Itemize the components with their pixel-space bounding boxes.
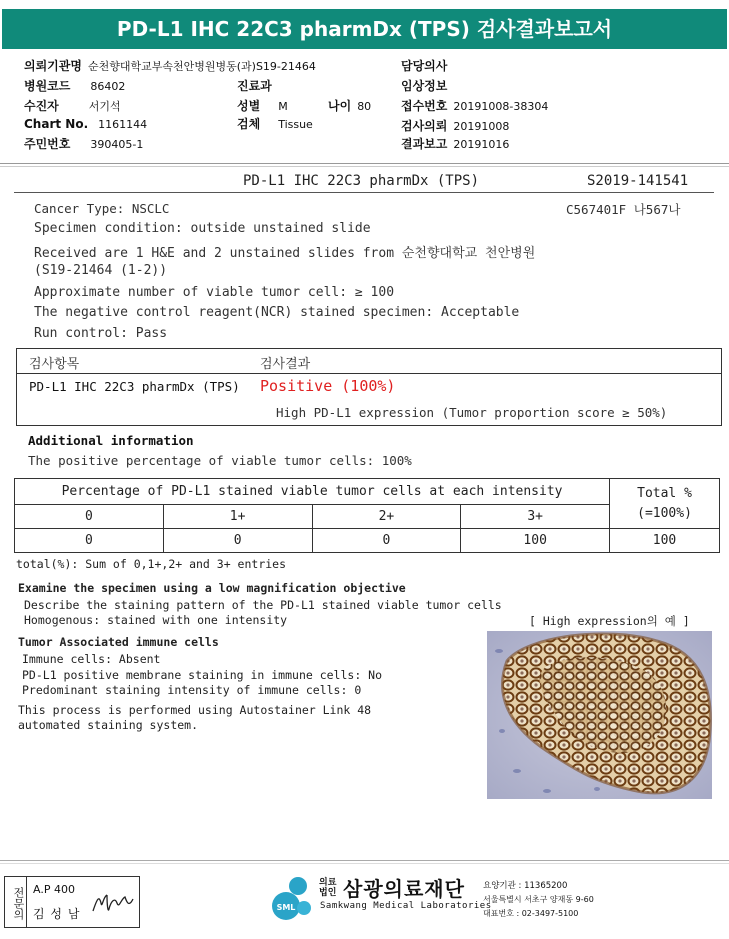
institution-row <box>24 57 316 74</box>
process-line-2: automated staining system. <box>18 718 199 732</box>
image-caption: [ High expression의 예 ] <box>529 614 690 628</box>
value-3plus: 100 <box>461 529 610 553</box>
report-line-1: Specimen condition: outside unstained slide <box>34 221 371 236</box>
id-row <box>24 135 143 152</box>
col-header-1plus: 1+ <box>163 505 312 529</box>
report-date-row <box>401 135 509 152</box>
ihc-micrograph <box>487 631 712 799</box>
hospital-code-label: 병원코드 <box>24 79 71 93</box>
chart-row <box>24 117 147 131</box>
age-row <box>328 97 371 114</box>
result-box <box>16 348 722 426</box>
sex-label: 성별 <box>237 99 261 113</box>
patient-value: 서기석 <box>88 100 121 113</box>
intensity-table <box>14 478 720 553</box>
case-number: S2019-141541 <box>587 173 689 189</box>
immune-line-1: Immune cells: Absent <box>22 652 161 666</box>
col-header-3plus: 3+ <box>461 505 610 529</box>
sex-row <box>237 97 288 114</box>
item-header: 검사항목 <box>29 357 80 372</box>
dept-label: 진료과 <box>237 79 272 93</box>
id-value: 390405-1 <box>90 138 144 151</box>
institution-label: 의뢰기관명 <box>24 59 82 73</box>
doctor-row <box>401 57 447 74</box>
age-label: 나이 <box>328 99 352 113</box>
result-header: 검사결과 <box>260 357 311 372</box>
sex-value: M <box>278 100 288 113</box>
block-id: C567401F 나567나 <box>566 202 681 217</box>
org-address: 서울특별시 서초구 양재동 9-60 <box>483 895 594 904</box>
additional-text: The positive percentage of viable tumor cells: 100% <box>28 453 412 468</box>
value-0: 0 <box>15 529 164 553</box>
org-name: 삼광의료재단 <box>343 877 465 901</box>
total-header-1: Total % <box>637 485 692 501</box>
sml-logo-icon <box>268 874 316 922</box>
org-phone: 대표번호 : 02-3497-5100 <box>483 909 579 918</box>
test-item: PD-L1 IHC 22C3 pharmDx (TPS) <box>29 379 240 394</box>
result-value: Positive (100%) <box>260 377 396 395</box>
total-header-2: (=100%) <box>637 505 692 521</box>
specimen-label: 검체 <box>237 117 261 131</box>
org-prefix: 의료법인 <box>319 878 337 898</box>
report-date-value: 20191016 <box>453 138 510 151</box>
id-label: 주민번호 <box>24 137 71 151</box>
examine-heading: Examine the specimen using a low magnification objective <box>18 581 406 595</box>
patient-label: 수진자 <box>24 99 59 113</box>
col-header-2plus: 2+ <box>312 505 461 529</box>
request-label: 검사의뢰 <box>401 119 448 133</box>
intensity-caption: Percentage of PD-L1 stained viable tumor cells at each intensity <box>15 479 610 505</box>
footer-divider-2 <box>0 863 729 864</box>
report-heading-rule <box>14 192 714 193</box>
header-divider <box>0 163 729 164</box>
hospital-code-row <box>24 77 125 94</box>
doctor-label: 담당의사 <box>401 59 448 73</box>
header-divider-2 <box>0 166 729 167</box>
value-total: 100 <box>610 529 720 553</box>
clinical-label: 임상정보 <box>401 79 448 93</box>
result-box-divider <box>17 373 721 374</box>
process-line-1: This process is performed using Autostainer Link 48 <box>18 703 372 717</box>
receipt-label: 접수번호 <box>401 99 448 113</box>
report-title: PD-L1 IHC 22C3 pharmDx (TPS) 검사결과보고서 <box>2 9 727 49</box>
report-line-4: Approximate number of viable tumor cell: ≥ 100 <box>34 285 395 300</box>
value-2plus: 0 <box>312 529 461 553</box>
ap-number: A.P 400 <box>33 883 75 896</box>
report-test-name: PD-L1 IHC 22C3 pharmDx (TPS) <box>243 173 480 189</box>
result-interpretation: High PD-L1 expression (Tumor proportion score ≥ 50%) <box>276 405 668 420</box>
hospital-code-value: 86402 <box>90 80 126 93</box>
clinical-row <box>401 77 447 94</box>
dept-row <box>237 77 272 94</box>
report-line-3: (S19-21464 (1-2)) <box>34 263 168 278</box>
age-value: 80 <box>357 100 372 113</box>
receipt-row <box>401 97 548 114</box>
footer-divider <box>0 860 729 861</box>
request-value: 20191008 <box>453 120 510 133</box>
immune-heading: Tumor Associated immune cells <box>18 635 219 649</box>
report-date-label: 결과보고 <box>401 137 448 151</box>
table-footnote: total(%): Sum of 0,1+,2+ and 3+ entries <box>16 557 287 571</box>
doctor-signature <box>89 889 135 919</box>
receipt-value: 20191008-38304 <box>453 100 549 113</box>
request-row <box>401 117 509 134</box>
signature-box <box>4 876 140 928</box>
col-header-0: 0 <box>15 505 164 529</box>
stamp-label: 전문의 <box>5 877 27 927</box>
report-line-5: The negative control reagent(NCR) stained specimen: Acceptable <box>34 305 520 320</box>
chart-label: Chart No. <box>24 117 89 131</box>
examine-line-1: Describe the staining pattern of the PD-L1 stained viable tumor cells <box>24 598 502 612</box>
examine-line-2: Homogenous: stained with one intensity <box>24 613 288 627</box>
immune-line-2: PD-L1 positive membrane staining in immune cells: No <box>22 668 383 682</box>
report-line-6: Run control: Pass <box>34 326 168 341</box>
reg-number: 요양기관 : 11365200 <box>483 881 568 891</box>
doctor-name: 김 성 남 <box>33 907 81 921</box>
additional-heading: Additional information <box>28 433 194 448</box>
specimen-row <box>237 115 313 132</box>
chart-value: 1161144 <box>98 118 148 131</box>
report-line-2: Received are 1 H&E and 2 unstained slides from 순천향대학교 천안병원 <box>34 246 536 261</box>
immune-line-3: Predominant staining intensity of immune cells: 0 <box>22 683 362 697</box>
institution-value: 순천향대학교부속천안병원병동(과)S19-21464 <box>87 60 316 73</box>
org-english: Samkwang Medical Laboratories <box>320 901 492 911</box>
value-1plus: 0 <box>163 529 312 553</box>
patient-row <box>24 97 121 114</box>
logo-text: SML <box>276 903 296 912</box>
total-header <box>610 479 720 529</box>
cancer-type: Cancer Type: NSCLC <box>34 201 170 216</box>
specimen-value: Tissue <box>278 118 313 131</box>
